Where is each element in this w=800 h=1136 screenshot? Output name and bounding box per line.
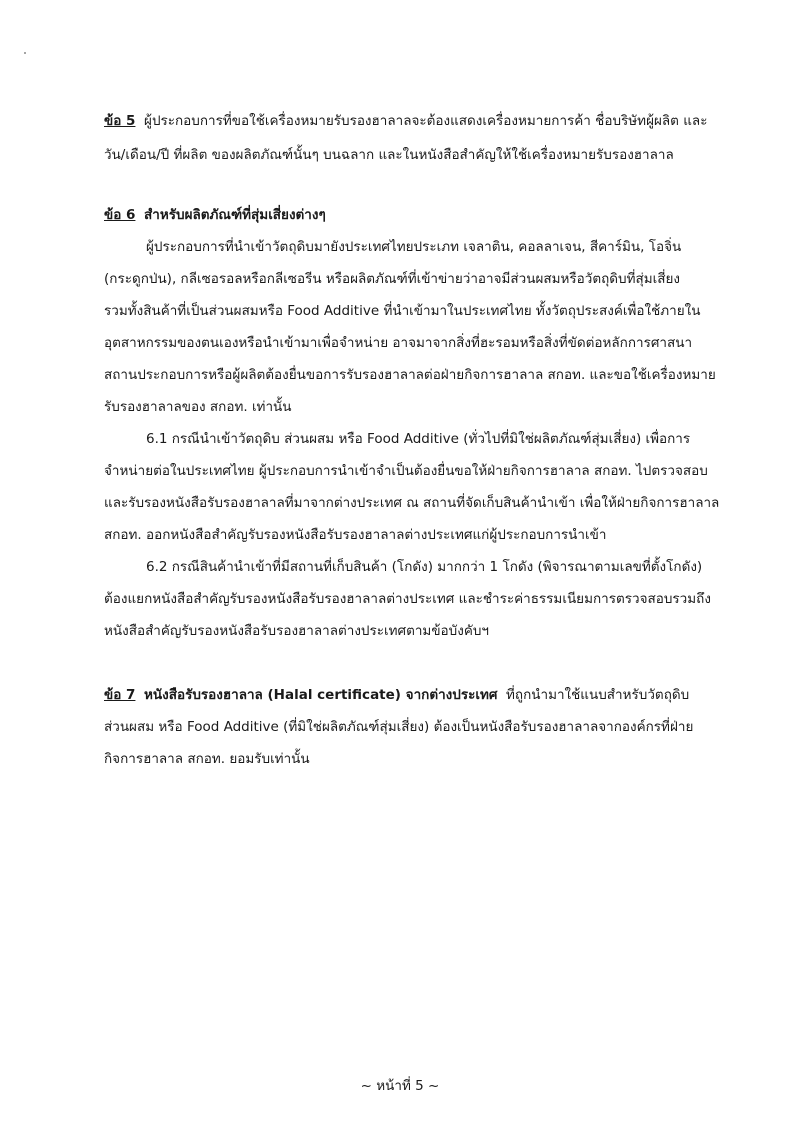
clause6-para1-line4: อุตสาหกรรมของตนเองหรือนำเข้ามาเพื่อจำหน่าย อาจมาจากสิ่งที่ฮะรอมหรือสิ่งที่ขัดต่อหลักการศาสนา (104, 335, 693, 351)
clause6-1-line3: และรับรองหนังสือรับรองฮาลาลที่มาจากต่างประเทศ ณ สถานที่จัดเก็บสินค้านำเข้า เพื่อให้ฝ่ายกิจการฮาลาล (104, 495, 720, 511)
clause7-line1 (104, 685, 689, 705)
clause6-para1-line5: สถานประกอบการหรือผู้ผลิตต้องยื่นขอการรับรองฮาลาลต่อฝ่ายกิจการฮาลาล สกอท. และขอใช้เครื่องหมาย (104, 367, 716, 383)
clause6-label: ข้อ 6 (104, 207, 136, 223)
clause6-2-line1: 6.2 กรณีสินค้านำเข้าที่มีสถานที่เก็บสินค้า (โกดัง) มากกว่า 1 โกดัง (พิจารณาตามเลขที่ตั้งโกดัง) (146, 559, 703, 575)
clause6-2-line2: ต้องแยกหนังสือสำคัญรับรองหนังสือรับรองฮาลาลต่างประเทศ และชำระค่าธรรมเนียมการตรวจสอบรวมถึง (104, 591, 711, 607)
clause6-1-line2: จำหน่ายต่อในประเทศไทย ผู้ประกอบการนำเข้าจำเป็นต้องยื่นขอให้ฝ่ายกิจการฮาลาล สกอท. ไปตรวจสอบ (104, 463, 708, 479)
clause6-1-line1: 6.1 กรณีนำเข้าวัตถุดิบ ส่วนผสม หรือ Food Additive (ทั่วไปที่มิใช่ผลิตภัณฑ์สุ่มเสี่ยง) เพื่อการ (146, 431, 691, 447)
clause6-para1-line3: รวมทั้งสินค้าที่เป็นส่วนผสมหรือ Food Additive ที่นำเข้ามาในประเทศไทย ทั้งวัตถุประสงค์เพื่อใช้ภายใน (104, 303, 701, 319)
clause5-line1 (104, 111, 707, 131)
clause7-line1-rest: ที่ถูกนำมาใช้แนบสำหรับวัตถุดิบ (506, 687, 690, 703)
clause6-para1-line2: (กระดูกป่น), กลีเซอรอลหรือกลีเซอรีน หรือผลิตภัณฑ์ที่เข้าข่ายว่าอาจมีส่วนผสมหรือวัตถุดิบที่สุ่มเสี่ยง (104, 271, 680, 287)
scan-speck (24, 52, 26, 54)
clause7-label: ข้อ 7 (104, 687, 136, 703)
clause7-title: หนังสือรับรองฮาลาล (Halal certificate) จากต่างประเทศ (144, 687, 498, 703)
clause7-line3: กิจการฮาลาล สกอท. ยอมรับเท่านั้น (104, 751, 310, 767)
clause6-heading (104, 205, 326, 225)
page-number: ~ หน้าที่ 5 ~ (360, 1078, 440, 1094)
clause6-para1-line6: รับรองฮาลาลของ สกอท. เท่านั้น (104, 399, 292, 415)
clause6-title: สำหรับผลิตภัณฑ์ที่สุ่มเสี่ยงต่างๆ (144, 207, 326, 223)
clause7-line2: ส่วนผสม หรือ Food Additive (ที่มิใช่ผลิตภัณฑ์สุ่มเสี่ยง) ต้องเป็นหนังสือรับรองฮาลาลจากองค์กรที่ฝ่าย (104, 719, 694, 735)
clause5-line2: วัน/เดือน/ปี ที่ผลิต ของผลิตภัณฑ์นั้นๆ บนฉลาก และในหนังสือสำคัญให้ใช้เครื่องหมายรับรองฮาลาล (104, 147, 674, 163)
clause6-para1-line1: ผู้ประกอบการที่นำเข้าวัตถุดิบมายังประเทศไทยประเภท เจลาติน, คอลลาเจน, สีคาร์มิน, โอจิ่น (146, 239, 682, 255)
clause5-text-line1: ผู้ประกอบการที่ขอใช้เครื่องหมายรับรองฮาลาลจะต้องแสดงเครื่องหมายการค้า ชื่อบริษัทผู้ผลิต และ (144, 113, 708, 129)
clause5-label: ข้อ 5 (104, 113, 136, 129)
clause6-1-line4: สกอท. ออกหนังสือสำคัญรับรองหนังสือรับรองฮาลาลต่างประเทศแก่ผู้ประกอบการนำเข้า (104, 527, 607, 543)
clause6-2-line3: หนังสือสำคัญรับรองหนังสือรับรองฮาลาลต่างประเทศตามข้อบังคับฯ (104, 623, 489, 639)
